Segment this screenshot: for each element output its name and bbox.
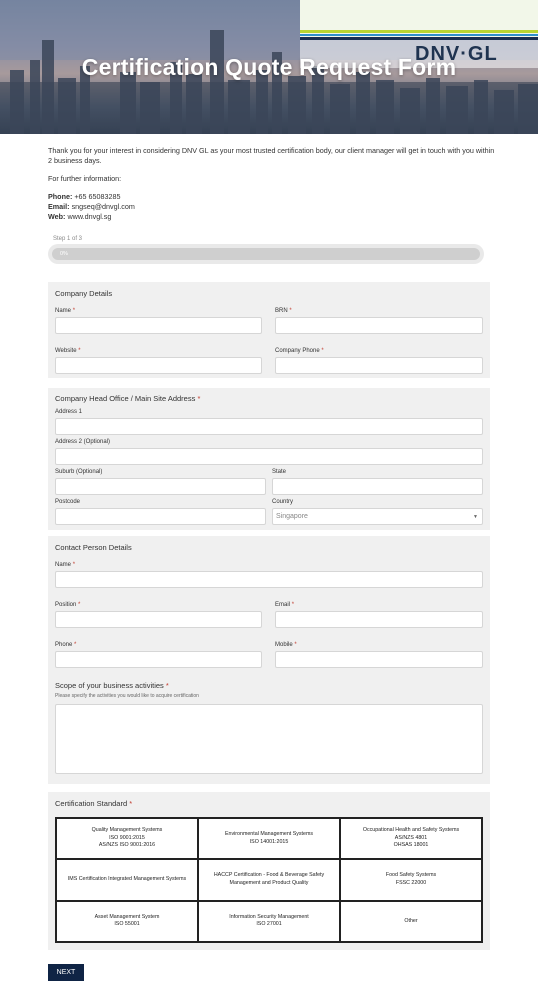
cert-option-environmental[interactable]: Environmental Management Systems ISO 14001:2015 [198,818,340,859]
section-title: Company Head Office / Main Site Address * [55,394,201,403]
country-label: Country [272,499,294,505]
step-indicator: Step 1 of 3 [53,236,83,242]
cert-option-other[interactable]: Other [340,901,482,942]
position-label: Position * [55,602,81,608]
brn-label: BRN * [275,308,292,314]
contact-phone: Phone: +65 65083285 [48,192,121,201]
header-banner [0,0,538,134]
cert-option-food-safety[interactable]: Food Safety Systems FSSC 22000 [340,859,482,900]
state-input[interactable] [272,478,483,495]
contact-name-input[interactable] [55,571,483,588]
chevron-down-icon: ▼ [473,514,478,520]
state-label: State [272,469,287,475]
scope-hint: Please specify the activities you would like to acquire certification [55,693,199,699]
intro-text [48,146,498,222]
brand-logo: DNV·GL [415,43,498,65]
postcode-label: Postcode [55,499,81,505]
cert-option-quality[interactable]: Quality Management Systems ISO 9001:2015 AS/NZS ISO 9001:2016 [56,818,198,859]
contact-person-section [48,536,490,784]
cert-option-asset[interactable]: Asset Management System ISO 55001 [56,901,198,942]
contact-email: Email: sngseq@dnvgl.com [48,202,135,211]
email-field[interactable] [275,611,483,628]
intro-message: Thank you for your interest in considering DNV GL as your most trusted certification body, our client manager will get in touch with you within 2 business days. [48,146,495,165]
cert-option-ims[interactable]: IMS Certification Integrated Management Systems [56,859,198,900]
section-title: Certification Standard * [55,799,133,808]
certification-section [48,792,490,950]
address1-input[interactable] [55,418,483,435]
website-label: Website * [55,348,81,354]
company-name-label: Name * [55,308,76,314]
phone-input[interactable] [55,651,262,668]
address1-label: Address 1 [55,409,83,415]
certification-options-grid [55,817,483,943]
phone-label: Phone * [55,642,77,648]
scope-textarea[interactable] [55,704,483,774]
company-phone-input[interactable] [275,357,483,374]
scope-label: Scope of your business activities * [55,681,169,690]
mobile-input[interactable] [275,651,483,668]
section-title: Company Details [55,289,113,298]
cert-option-infosec[interactable]: Information Security Management ISO 27001 [198,901,340,942]
company-details-section [48,282,490,378]
address2-label: Address 2 (Optional) [55,439,111,445]
address2-input[interactable] [55,448,483,465]
next-button[interactable]: NEXT [48,964,84,981]
country-select[interactable] [272,508,483,525]
page-title: Certification Quote Request Form [81,54,457,80]
postcode-input[interactable] [55,508,266,525]
mobile-label: Mobile * [275,642,297,648]
cert-option-haccp[interactable]: HACCP Certification - Food & Beverage Safety Management and Product Quality [198,859,340,900]
position-input[interactable] [55,611,262,628]
contact-name-label: Name * [55,562,76,568]
company-phone-label: Company Phone * [275,348,324,354]
country-value: Singapore [276,513,308,520]
further-info: For further information: [48,174,122,183]
suburb-label: Suburb (Optional) [55,469,103,475]
email-label: Email * [275,602,295,608]
contact-web: Web: www.dnvgl.sg [48,212,112,221]
progress-track [52,248,480,260]
section-title: Contact Person Details [55,543,132,552]
website-input[interactable] [55,357,262,374]
address-section [48,388,490,530]
company-name-input[interactable] [55,317,262,334]
progress-bar [48,244,484,264]
cert-option-ohs[interactable]: Occupational Health and Safety Systems AS/NZS 4801 OHSAS 18001 [340,818,482,859]
suburb-input[interactable] [55,478,266,495]
progress-percent: 0% [60,251,68,257]
brn-input[interactable] [275,317,483,334]
